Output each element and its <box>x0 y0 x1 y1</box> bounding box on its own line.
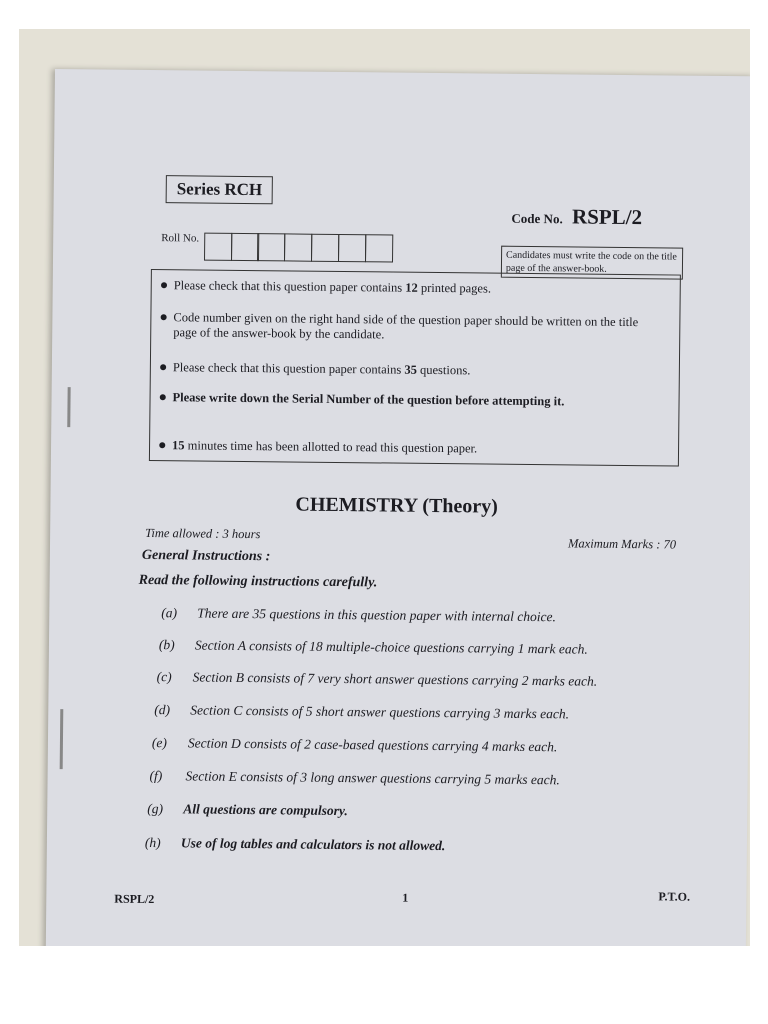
code-value: RSPL/2 <box>571 204 643 230</box>
instruction-item: (h) Use of log tables and calculators is not allowed. <box>144 834 446 854</box>
notice-item: ● 15 minutes time has been allotted to read this question paper. <box>157 438 478 456</box>
instruction-item: (d) Section C consists of 5 short answer questions carrying 3 marks each. <box>154 702 570 722</box>
roll-box <box>257 233 285 261</box>
page-number: 1 <box>402 890 409 905</box>
instruction-item: (a) There are 35 questions in this question paper with internal choice. <box>161 605 556 625</box>
series-label: Series RCH <box>166 175 274 204</box>
roll-number-boxes <box>205 233 393 263</box>
instruction-item: (b) Section A consists of 18 multiple-choice questions carrying 1 mark each. <box>158 637 588 657</box>
maximum-marks: Maximum Marks : 70 <box>567 536 677 552</box>
read-carefully-heading: Read the following instructions carefully. <box>138 572 378 591</box>
footer-code: RSPL/2 <box>114 891 155 907</box>
notice-item: ● Code number given on the right hand side of the question paper should be written on the title page of the answer-book by the candidate. <box>159 310 639 342</box>
bullet-icon: ● <box>159 310 168 326</box>
roll-box <box>365 234 393 262</box>
time-allowed: Time allowed : 3 hours <box>145 525 261 542</box>
notice-item: ● Please check that this question paper contains 12 printed pages. <box>159 278 492 296</box>
instruction-item: (f) Section E consists of 3 long answer questions carrying 5 marks each. <box>149 768 560 788</box>
bullet-icon: ● <box>158 390 168 406</box>
subject-title: CHEMISTRY (Theory) <box>295 493 499 518</box>
roll-box <box>204 233 232 261</box>
instruction-item: (c) Section B consists of 7 very short answer questions carrying 2 marks each. <box>156 669 598 689</box>
notice-item: ● Please check that this question paper contains 35 questions. <box>158 360 471 378</box>
code-number <box>511 204 642 230</box>
roll-number <box>161 232 393 262</box>
bullet-icon: ● <box>158 360 168 376</box>
notice-item: ● Please write down the Serial Number of the question before attempting it. <box>158 390 565 409</box>
instruction-item: (e) Section D consists of 2 case-based questions carrying 4 marks each. <box>151 735 558 755</box>
bullet-icon: ● <box>159 278 169 294</box>
roll-box <box>311 234 339 262</box>
roll-box <box>231 233 259 261</box>
pto-label: P.T.O. <box>658 889 691 904</box>
notices-box <box>149 269 681 467</box>
bullet-icon: ● <box>157 438 167 454</box>
candidates-note: Candidates must write the code on the title page of the answer-book. <box>501 246 683 280</box>
general-instructions-heading: General Instructions : <box>141 547 271 565</box>
roll-label: Roll No. <box>161 232 200 245</box>
question-paper-page <box>46 69 750 946</box>
photo-background <box>19 29 750 946</box>
roll-box <box>284 233 312 261</box>
punch-mark <box>67 387 70 427</box>
code-label: Code No. <box>511 210 563 227</box>
punch-mark <box>60 709 64 769</box>
instruction-item: (g) All questions are compulsory. <box>147 801 348 819</box>
roll-box <box>338 234 366 262</box>
